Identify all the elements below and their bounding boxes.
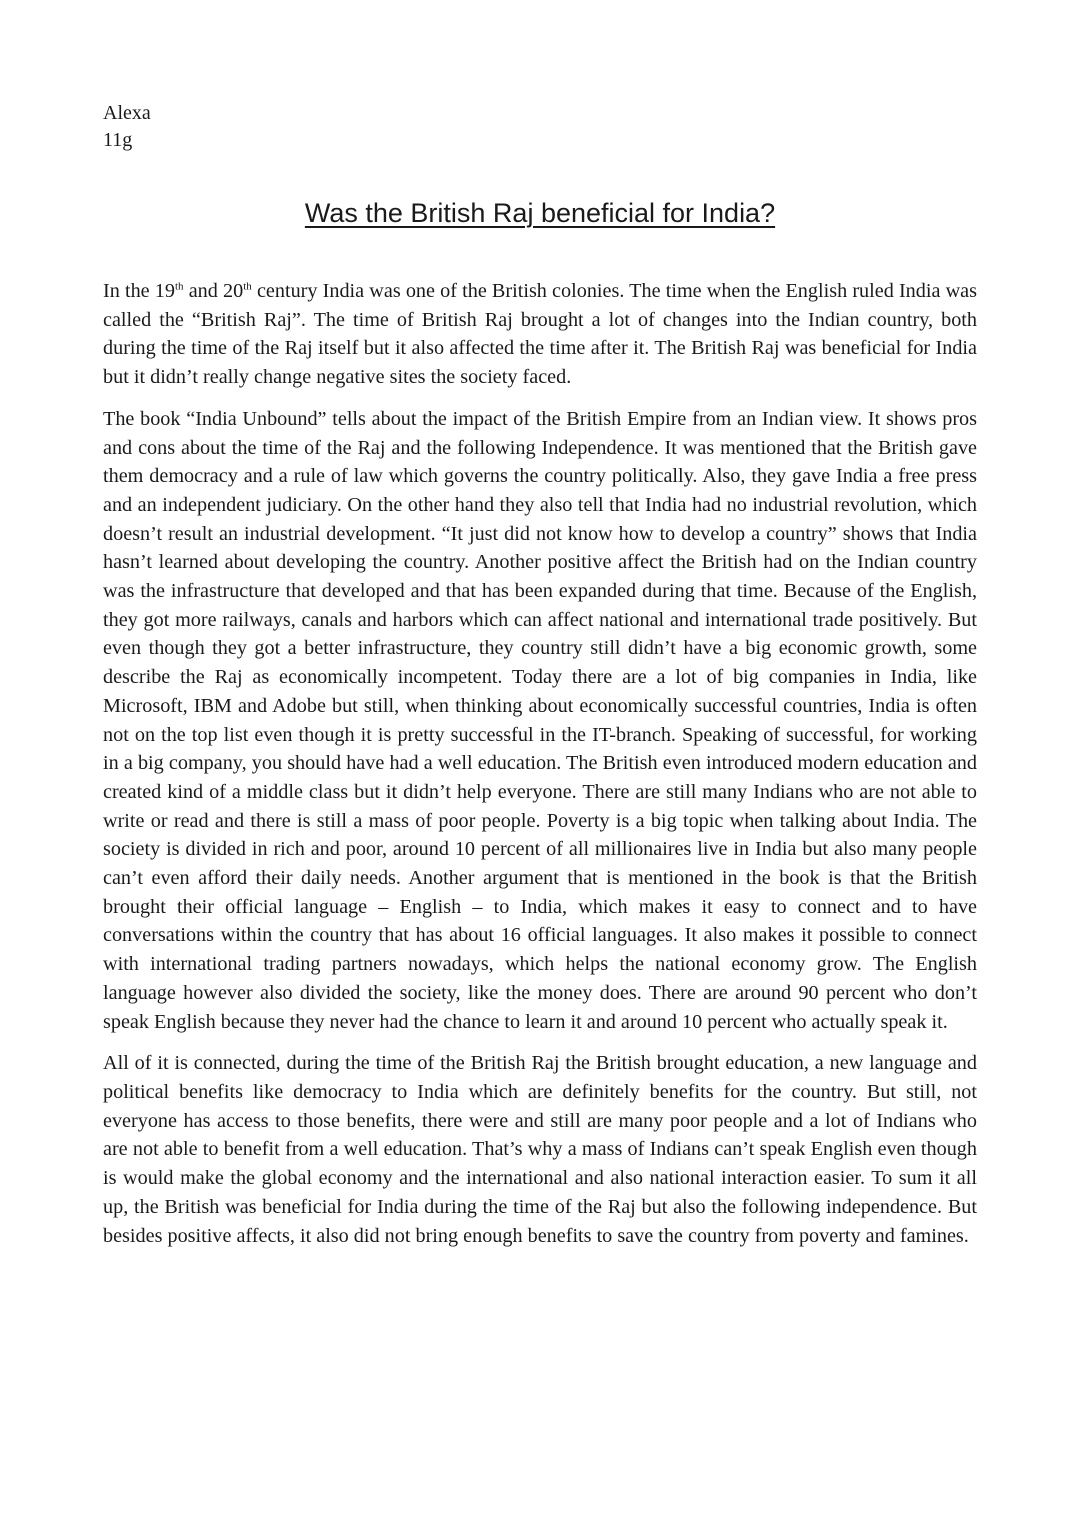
author-class: 11g xyxy=(103,129,133,151)
paragraph-conclusion: All of it is connected, during the time of the British Raj the British brought education, a new language and political benefits like democracy to India which are definitely benefits for the country. But still, not everyone has access to those benefits, there were and still are many poor people and a lot of Indians who are not able to benefit from a well education. That’s why a mass of Indians can’t speak English even though is would make the global economy and the international and also national interaction easier. To sum it all up, the British was beneficial for India during the time of the Raj but also the following independence. But besides positive affects, it also did not bring enough benefits to save the country from poverty and famines. xyxy=(103,1052,977,1247)
ordinal-suffix-2: th xyxy=(243,280,252,293)
ordinal-suffix-1: th xyxy=(175,280,184,293)
author-name: Alexa xyxy=(103,102,151,124)
document-page xyxy=(103,100,977,1263)
paragraph-intro xyxy=(103,277,977,392)
intro-text-part1: In the 19 xyxy=(103,280,175,302)
paragraph-main: The book “India Unbound” tells about the impact of the British Empire from an Indian view. It shows pros and cons about the time of the Raj and the following Independence. It was mentioned that the British gave them democracy and a rule of law which governs the country politically. Also, they gave India a free press and an independent judiciary. On the other hand they also tell that India had no industrial revolution, which doesn’t result an industrial development. “It just did not know how to develop a country” shows that India hasn’t learned about developing the country. Another positive affect the British had on the Indian country was the infrastructure that developed and that has been expanded during that time. Because of the English, they got more railways, canals and harbors which can affect national and international trade positively. But even though they got a better infrastructure, they country still didn’t have a big economic growth, some describe the Raj as economically incompetent. Today there are a lot of big companies in India, like Microsoft, IBM and Adobe but still, when thinking about economically successful countries, India is often not on the top list even though it is pretty successful in the IT-branch. Speaking of successful, for working in a big company, you should have had a well education. The British even introduced modern education and created kind of a middle class but it didn’t help everyone. There are still many Indians who are not able to write or read and there is still a mass of poor people. Poverty is a big topic when talking about India. The society is divided in rich and poor, around 10 percent of all millionaires live in India but also many people can’t even afford their daily needs. Another argument that is mentioned in the book is that the British brought their official language – English – to India, which makes it easy to connect and to have conversations within the country that has about 16 official languages. It also makes it possible to connect with international trading partners nowadays, which helps the national economy grow. The English language however also divided the society, like the money does. There are around 90 percent who don’t speak English because they never had the chance to learn it and around 10 percent who actually speak it. xyxy=(103,407,977,1033)
essay-body xyxy=(103,277,977,1250)
intro-text-part2: and 20 xyxy=(183,280,244,302)
intro-text-rest: century India was one of the British colonies. The time when the English ruled India was called the “British Raj”. The time of British Raj brought a lot of changes into the Indian country, both during the time of the Raj itself but it also affected the time after it. The British Raj was beneficial for India but it didn’t really change negative sites the society faced. xyxy=(103,280,977,389)
author-header xyxy=(103,100,977,154)
essay-title: Was the British Raj beneficial for India? xyxy=(304,198,776,228)
